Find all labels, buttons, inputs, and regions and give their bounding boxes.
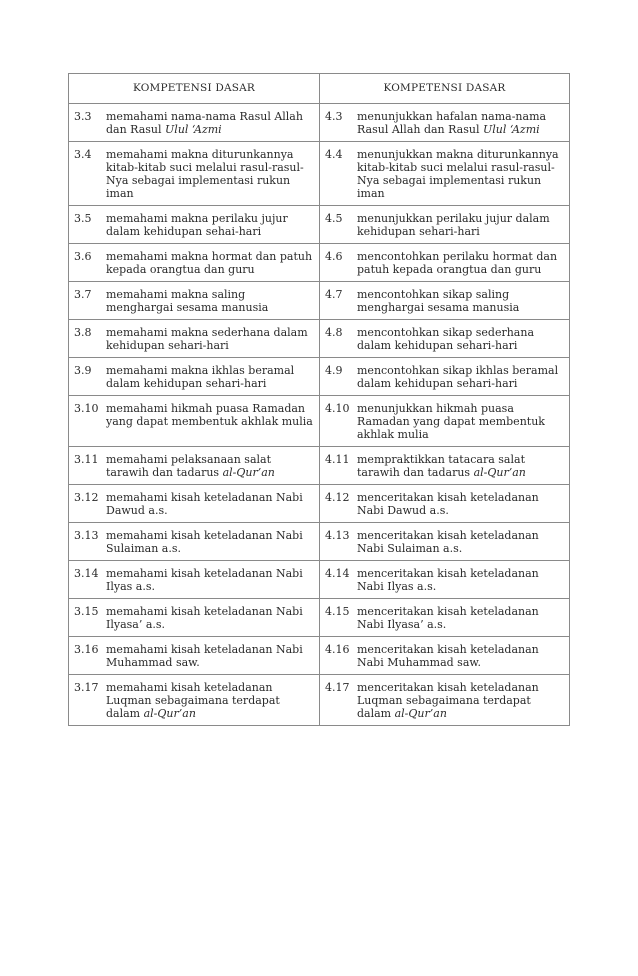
text-segment: memahami kisah keteladanan Nabi Ilyasa’ a.s. <box>106 605 303 631</box>
table-row <box>69 358 570 396</box>
table-row <box>69 637 570 675</box>
right-competency-text <box>357 529 565 555</box>
left-competency-number: 3.11 <box>74 453 99 466</box>
text-segment: memahami nama-nama Rasul Allah dan Rasul <box>106 110 303 136</box>
left-competency-number: 3.5 <box>74 212 92 225</box>
right-cell <box>320 485 570 523</box>
left-competency-text <box>106 567 315 593</box>
right-competency-number: 4.17 <box>325 681 350 694</box>
right-competency-text <box>357 567 565 593</box>
right-competency-number: 4.12 <box>325 491 350 504</box>
text-segment: memahami makna ikhlas beramal dalam kehidupan sehari-hari <box>106 364 295 390</box>
right-competency-number: 4.7 <box>325 288 343 301</box>
table-body <box>69 104 570 726</box>
text-segment: memahami kisah keteladanan Nabi Muhammad saw. <box>106 643 303 669</box>
left-competency-number: 3.14 <box>74 567 99 580</box>
text-segment: memahami kisah keteladanan Nabi Dawud a.s. <box>106 491 303 517</box>
right-competency-text <box>357 326 565 352</box>
right-competency-text <box>357 605 565 631</box>
right-competency-number: 4.15 <box>325 605 350 618</box>
right-competency-text <box>357 212 565 238</box>
right-cell <box>320 637 570 675</box>
right-competency-text <box>357 250 565 276</box>
left-competency-text <box>106 364 315 390</box>
left-cell <box>69 675 320 726</box>
right-competency-text <box>357 148 565 200</box>
header-right: KOMPETENSI DASAR <box>320 74 570 104</box>
left-cell <box>69 104 320 142</box>
right-competency-number: 4.3 <box>325 110 343 123</box>
text-segment: menceritakan kisah keteladanan Nabi Ilyasa’ a.s. <box>357 605 539 631</box>
text-segment: menceritakan kisah keteladanan Nabi Muhammad saw. <box>357 643 539 669</box>
left-cell <box>69 485 320 523</box>
right-cell <box>320 396 570 447</box>
table-row <box>69 282 570 320</box>
left-competency-number: 3.4 <box>74 148 92 161</box>
text-segment: al-Qur’an <box>222 466 275 479</box>
table-row <box>69 447 570 485</box>
text-segment: menunjukkan hafalan nama-nama Rasul Allah dan Rasul <box>357 110 547 136</box>
left-competency-number: 3.12 <box>74 491 99 504</box>
left-competency-text <box>106 491 315 517</box>
right-competency-text <box>357 491 565 517</box>
right-competency-number: 4.6 <box>325 250 343 263</box>
left-cell <box>69 561 320 599</box>
right-competency-text <box>357 288 565 314</box>
right-cell <box>320 561 570 599</box>
left-competency-number: 3.7 <box>74 288 92 301</box>
left-competency-text <box>106 288 315 314</box>
table-row <box>69 244 570 282</box>
left-competency-number: 3.13 <box>74 529 99 542</box>
right-cell <box>320 358 570 396</box>
text-segment: mempraktikkan tatacara salat tarawih dan tadarus <box>357 453 525 479</box>
text-segment: al-Qur’an <box>143 707 196 720</box>
left-competency-number: 3.6 <box>74 250 92 263</box>
text-segment: memahami kisah keteladanan Luqman sebagaimana terdapat dalam <box>106 681 280 720</box>
left-competency-number: 3.9 <box>74 364 92 377</box>
right-competency-number: 4.10 <box>325 402 350 415</box>
left-competency-number: 3.8 <box>74 326 92 339</box>
text-segment: menceritakan kisah keteladanan Nabi Dawud a.s. <box>357 491 539 517</box>
left-cell <box>69 244 320 282</box>
table-row <box>69 523 570 561</box>
header-left: KOMPETENSI DASAR <box>69 74 320 104</box>
table-row <box>69 206 570 244</box>
text-segment: mencontohkan sikap sederhana dalam kehidupan sehari-hari <box>357 326 534 352</box>
text-segment: memahami makna hormat dan patuh kepada orangtua dan guru <box>106 250 313 276</box>
table-row <box>69 599 570 637</box>
text-segment: menunjukkan makna diturunkannya kitab-kitab suci melalui rasul-rasul-Nya sebagai implementasi rukun iman <box>357 148 559 200</box>
right-competency-text <box>357 402 565 441</box>
right-cell <box>320 523 570 561</box>
right-competency-number: 4.9 <box>325 364 343 377</box>
text-segment: menceritakan kisah keteladanan Nabi Sulaiman a.s. <box>357 529 539 555</box>
table-row <box>69 485 570 523</box>
text-segment: menceritakan kisah keteladanan Luqman sebagaimana terdapat dalam <box>357 681 539 720</box>
left-cell <box>69 358 320 396</box>
left-cell <box>69 320 320 358</box>
left-competency-text <box>106 110 315 136</box>
left-competency-text <box>106 643 315 669</box>
right-competency-number: 4.11 <box>325 453 350 466</box>
left-competency-number: 3.10 <box>74 402 99 415</box>
right-competency-text <box>357 364 565 390</box>
table-row <box>69 142 570 206</box>
left-cell <box>69 637 320 675</box>
left-cell <box>69 599 320 637</box>
right-cell <box>320 282 570 320</box>
text-segment: al-Qur’an <box>473 466 526 479</box>
text-segment: memahami kisah keteladanan Nabi Sulaiman a.s. <box>106 529 303 555</box>
left-competency-text <box>106 326 315 352</box>
left-competency-text <box>106 212 315 238</box>
right-competency-number: 4.14 <box>325 567 350 580</box>
left-cell <box>69 282 320 320</box>
right-competency-text <box>357 453 565 479</box>
left-cell <box>69 206 320 244</box>
right-competency-number: 4.5 <box>325 212 343 225</box>
left-competency-text <box>106 453 315 479</box>
kompetensi-dasar-table <box>68 73 570 726</box>
text-segment: menunjukkan hikmah puasa Ramadan yang dapat membentuk akhlak mulia <box>357 402 545 441</box>
left-competency-number: 3.3 <box>74 110 92 123</box>
text-segment: memahami makna saling menghargai sesama manusia <box>106 288 269 314</box>
right-cell <box>320 675 570 726</box>
text-segment: mencontohkan sikap saling menghargai sesama manusia <box>357 288 520 314</box>
left-cell <box>69 142 320 206</box>
right-competency-number: 4.8 <box>325 326 343 339</box>
text-segment: memahami makna diturunkannya kitab-kitab suci melalui rasul-rasul-Nya sebagai implementasi rukun iman <box>106 148 304 200</box>
left-cell <box>69 396 320 447</box>
text-segment: memahami makna perilaku jujur dalam kehidupan sehai-hari <box>106 212 288 238</box>
left-competency-text <box>106 529 315 555</box>
right-cell <box>320 104 570 142</box>
text-segment: mencontohkan perilaku hormat dan patuh kepada orangtua dan guru <box>357 250 558 276</box>
table-row <box>69 396 570 447</box>
right-cell <box>320 320 570 358</box>
text-segment: menceritakan kisah keteladanan Nabi Ilyas a.s. <box>357 567 539 593</box>
left-competency-text <box>106 402 315 428</box>
text-segment: memahami makna sederhana dalam kehidupan sehari-hari <box>106 326 308 352</box>
left-competency-number: 3.17 <box>74 681 99 694</box>
left-competency-number: 3.15 <box>74 605 99 618</box>
table-row <box>69 561 570 599</box>
left-competency-text <box>106 605 315 631</box>
right-cell <box>320 142 570 206</box>
text-segment: memahami hikmah puasa Ramadan yang dapat membentuk akhlak mulia <box>106 402 313 428</box>
right-competency-number: 4.4 <box>325 148 343 161</box>
left-competency-number: 3.16 <box>74 643 99 656</box>
table-row <box>69 675 570 726</box>
right-competency-text <box>357 110 565 136</box>
left-competency-text <box>106 681 315 720</box>
text-segment: memahami kisah keteladanan Nabi Ilyas a.s. <box>106 567 303 593</box>
table-header-row <box>69 74 570 104</box>
right-competency-number: 4.16 <box>325 643 350 656</box>
right-cell <box>320 447 570 485</box>
left-cell <box>69 447 320 485</box>
text-segment: al-Qur’an <box>394 707 447 720</box>
table-row <box>69 320 570 358</box>
text-segment: Ulul ‘Azmi <box>165 123 222 136</box>
right-cell <box>320 206 570 244</box>
right-cell <box>320 244 570 282</box>
left-competency-text <box>106 250 315 276</box>
text-segment: Ulul ‘Azmi <box>482 123 540 136</box>
right-competency-text <box>357 643 565 669</box>
text-segment: menunjukkan perilaku jujur dalam kehidupan sehari-hari <box>357 212 550 238</box>
left-competency-text <box>106 148 315 200</box>
right-competency-text <box>357 681 565 720</box>
right-cell <box>320 599 570 637</box>
table-row <box>69 104 570 142</box>
right-competency-number: 4.13 <box>325 529 350 542</box>
left-cell <box>69 523 320 561</box>
text-segment: mencontohkan sikap ikhlas beramal dalam kehidupan sehari-hari <box>357 364 559 390</box>
text-segment: memahami pelaksanaan salat tarawih dan tadarus <box>106 453 271 479</box>
